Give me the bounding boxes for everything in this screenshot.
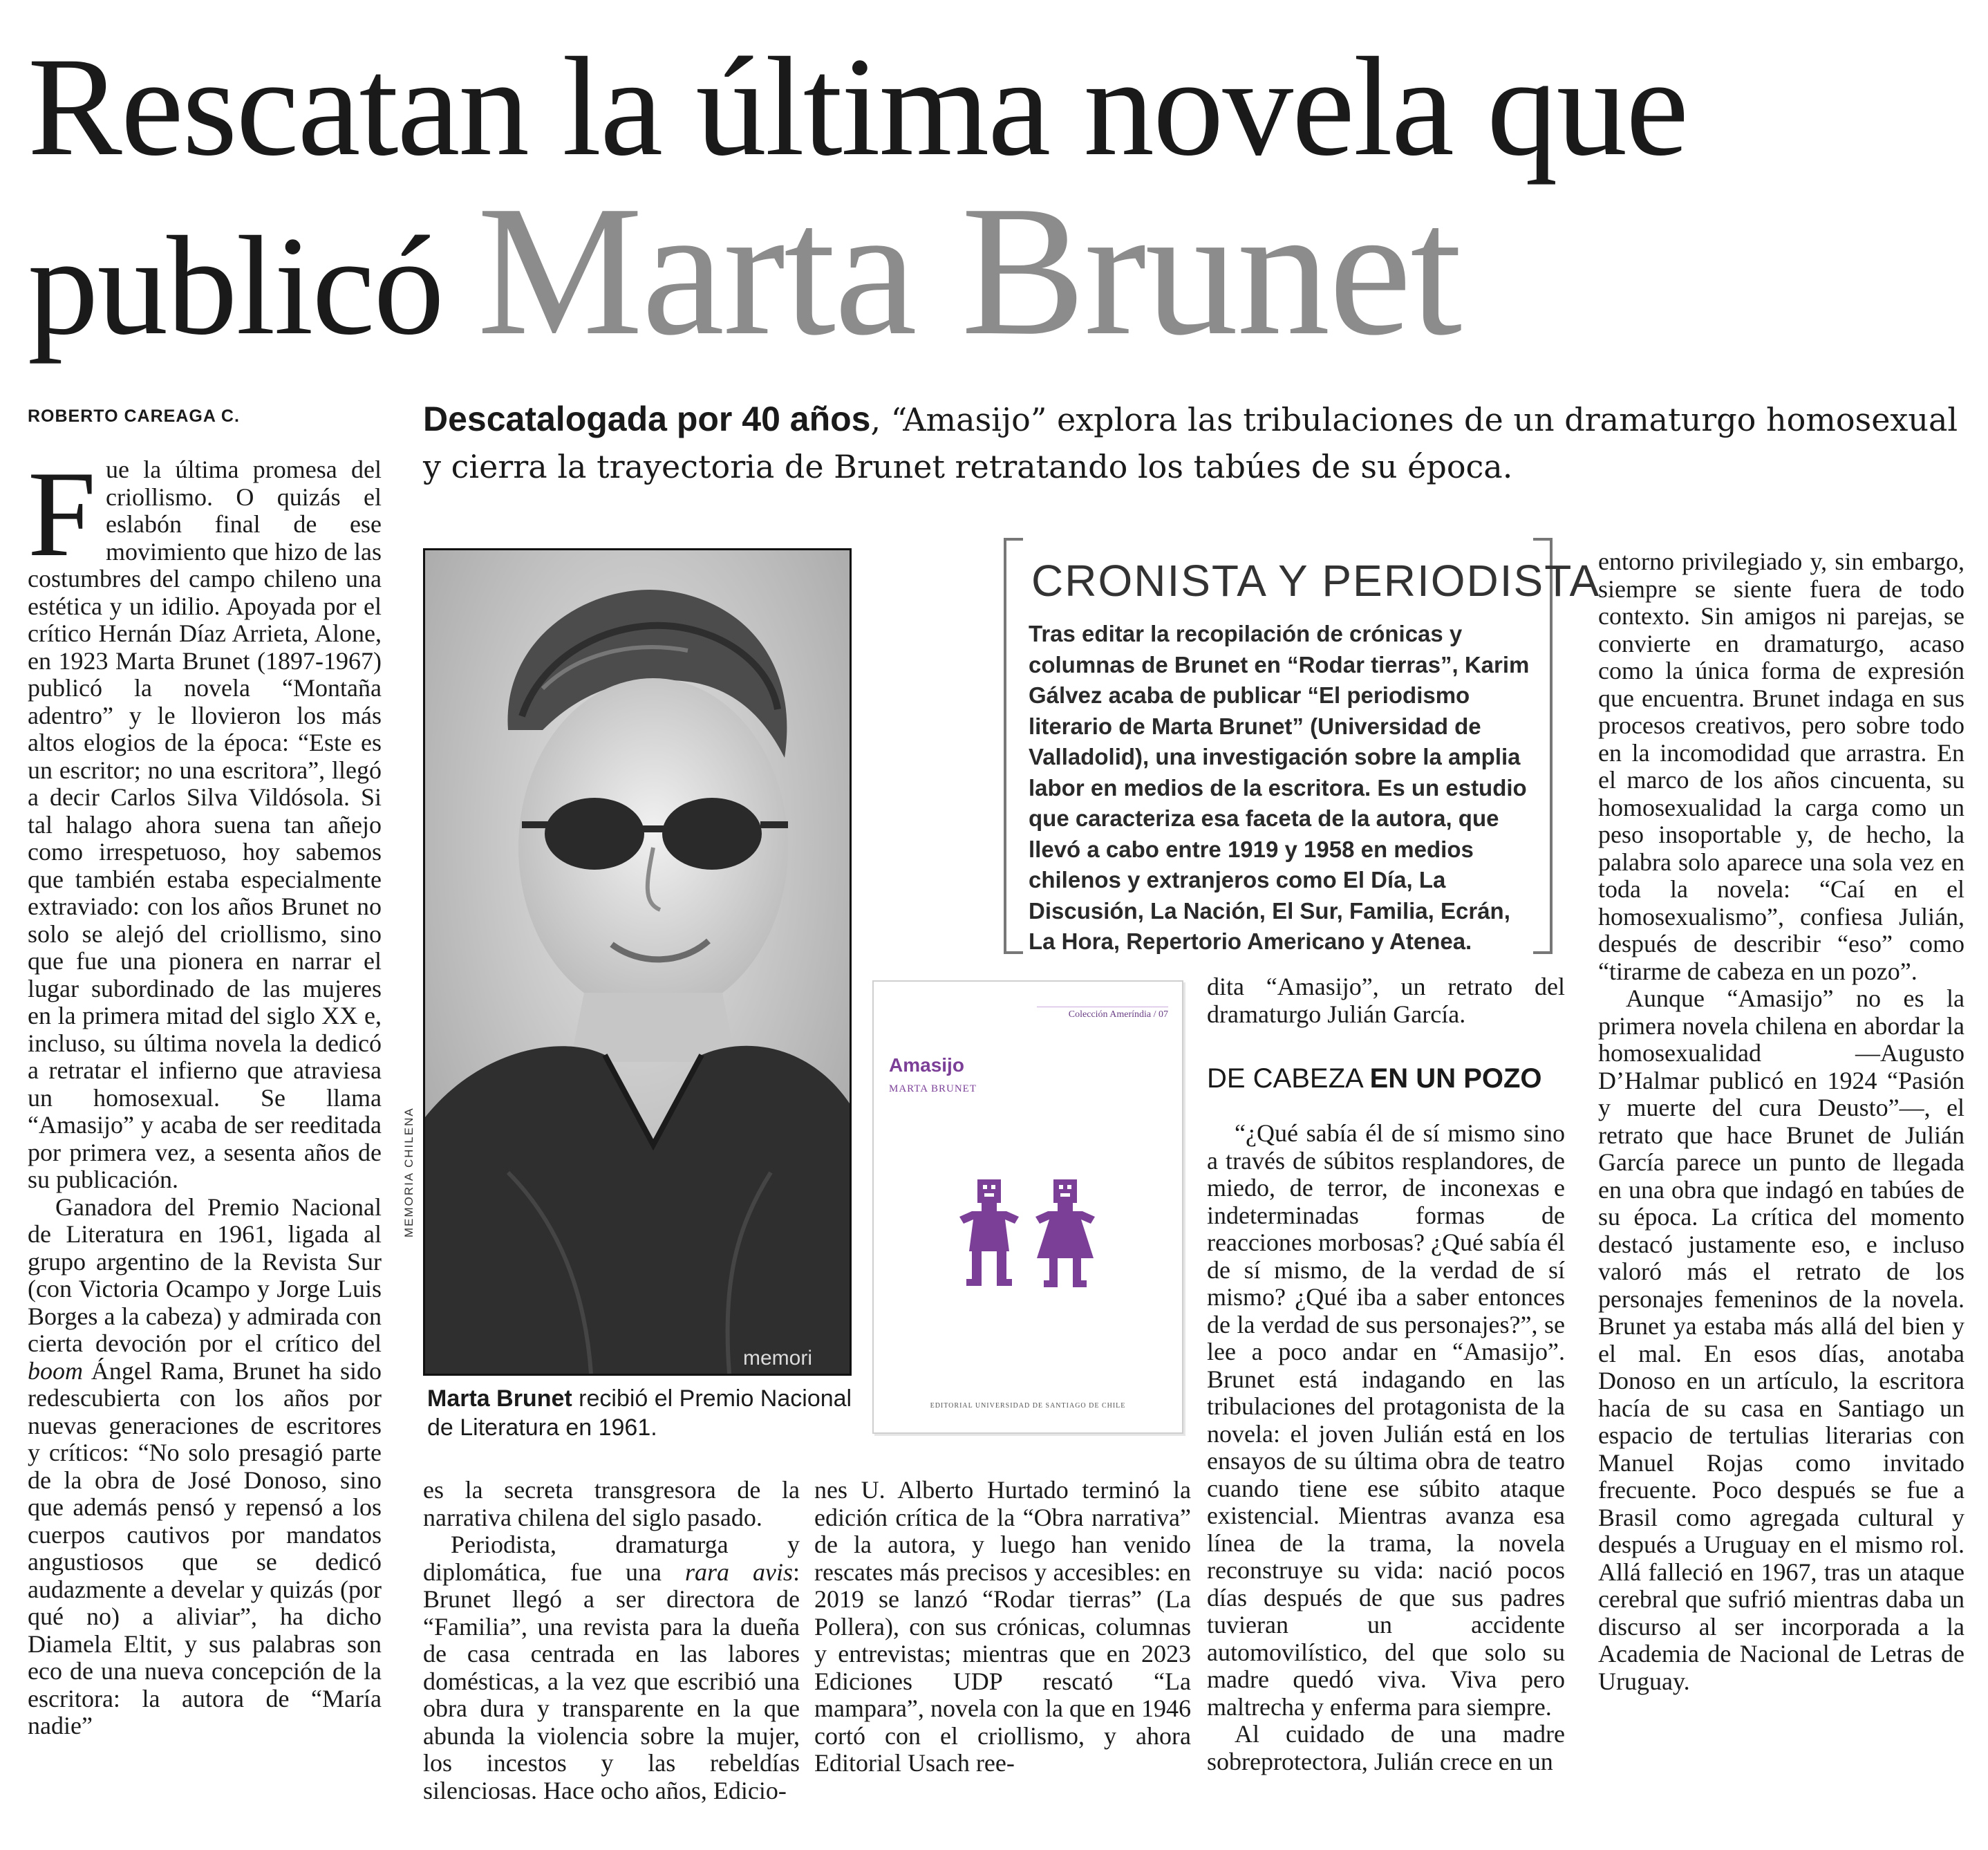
col1-italic-boom: boom — [28, 1356, 83, 1385]
sidebar-bracket-left — [1004, 538, 1006, 954]
caption-text: recibió el Premio Nacional de Literatura en 1961. — [427, 1385, 852, 1441]
sidebar-bracket-left-bottom — [1004, 951, 1023, 954]
col1-para-2-text-b: Ángel Rama, Brunet ha sido redescubierta con los años por nuevas generaciones de escritores y críticos: “No solo presagió parte de la obra de José Donoso, sino que además pensó y repensó a los cuerpos cautivos por mandatos angustiosos que se dedicó audazmente a develar y quizás (por qué no) a aliviar”, ha dicho Diamela Eltit, y sus palabras son eco de una nueva concepción de la escritora: la autora de “María nadie” — [28, 1356, 382, 1739]
subhead-b: EN UN POZO — [1369, 1063, 1542, 1094]
col2-para-2-text-b: : Brunet llegó a ser directora de “Familia”, una revista para la dueña de casa centrada en las labores domésticas, a la vez que escribió una obra dura y transparente en la que abunda la violencia sobre la mujer, los incestos y las rebeldías silenciosas. Hace ocho años, Edicio- — [423, 1558, 800, 1804]
column-4 — [1207, 1120, 1565, 1775]
col1-para-2 — [28, 1194, 382, 1740]
sidebar-bracket-right-bottom — [1533, 951, 1553, 954]
subhead — [1207, 1063, 1542, 1094]
col2-italic-rara-avis: rara avis — [684, 1558, 793, 1586]
dropcap: F — [28, 445, 96, 582]
column-3 — [814, 1477, 1191, 1777]
sidebar-bracket-right-top — [1533, 538, 1553, 541]
book-figures-icon — [957, 1175, 1102, 1307]
book-title: Amasijo — [889, 1054, 964, 1076]
deck — [423, 395, 1971, 490]
book-publisher: EDITORIAL UNIVERSIDAD DE SANTIAGO DE CHILE — [930, 1402, 1126, 1410]
col2-para-2-text-a: Periodista, dramaturga y diplomática, fue una — [423, 1531, 800, 1586]
headline-publico: publicó — [28, 207, 478, 364]
photo-credit: MEMORIA CHILENA — [402, 1107, 415, 1237]
book-author: MARTA BRUNET — [889, 1083, 977, 1094]
headline-line-1: Rescatan la última novela que — [28, 28, 1688, 185]
sidebar-bracket-left-top — [1004, 538, 1023, 541]
col4-para-1: “¿Qué sabía él de sí mismo sino a través de súbitos resplandores, de miedo, de terror, de inconexas e indeterminadas formas de reacciones morbosas? ¿Qué sabía él de sí mismo, de la verdad de sí mismo? ¿Qué iba a saber entonces de la verdad de sus personajes?”, se lee a poco andar en “Amasijo”. Brunet está indagando en las tribulaciones del protagonista de la novela: el joven Julián está en los ensayos de su última obra de teatro cuando tiene ese súbito ataque existencial. Mientras avanza esa línea de la trama, la novela reconstruye su vida: nació pocos días después de que sus padres tuvieran un accidente automovilístico, del que solo su madre quedó viva. Viva pero maltrecha y enferma para siempre. — [1207, 1119, 1565, 1721]
deck-bold: Descatalogada por 40 años — [423, 400, 871, 438]
photo-watermark: memori — [742, 1347, 812, 1370]
col1-para-1-text: ue la última promesa del criollismo. O quizás el eslabón final de ese movimiento que hizo de las costumbres del campo chileno una estética y un idilio. Apoyada por el crítico Hernán Díaz Arrieta, Alone, en 1923 Marta Brunet (1897-1967) publicó la novela “Montaña adentro” y le llovieron los más altos elogios de la época: “Este es un escritor; no una escritora”, llegó a decir Carlos Silva Vildósola. Si tal halago ahora suena tan añejo como irrespetuoso, hoy sabemos que también estaba especialmente extraviado: con los años Brunet no solo se alejó del criollismo, sino que fue una pionera en narrar el lugar subordinado de las mujeres en la primera mitad del siglo XX e, incluso, su última novela la dedicó a retratar el infierno que atraviesa un homosexual. Se llama “Amasijo” y acaba de ser reeditada por primera vez, a sesenta años de su publicación. — [28, 456, 382, 1193]
caption-name: Marta Brunet — [427, 1385, 572, 1412]
col3-para-1: nes U. Alberto Hurtado terminó la edición crítica de la “Obra narrativa” de la autora, y luego han venido rescates más precisos y accesibles: en 2019 se lanzó “Rodar tierras” (La Pollera), con sus crónicas, columnas y entrevistas; mientras que en 2023 Ediciones UDP rescató “La mampara”, novela con la que en 1946 cortó con el criollismo, y ahora Editorial Usach ree- — [814, 1476, 1191, 1777]
column-2 — [423, 1477, 800, 1804]
col2-para-2 — [423, 1531, 800, 1804]
column-1 — [28, 445, 382, 1740]
col5-para-2: Aunque “Amasijo” no es la primera novela chilena en abordar la homosexualidad —Augusto D’Halmar publicó en 1924 “Pasión y muerte del cura Deusto”—, el retrato que hace Brunet de Julián García parece un punto de llegada en una obra que indagó en tabúes de su época. La crítica del momento destacó justamente eso, e incluso valoró más el retrato de los personajes femeninos de la novela. Brunet ya estaba más allá del bien y el mal. En esos días, anotaba Donoso en un artículo, la escritora hacía de su casa en Santiago un espacio de tertulias literarias con Manuel Rojas como invitado frecuente. Poco después se fue a Brasil como agregada cultural y después a Uruguay en el mismo rol. Allá falleció en 1967, tras un ataque cerebral que sufrió mientras daba un discurso al ser incorporada a la Academia de Nacional de Letras de Uruguay. — [1598, 984, 1964, 1695]
book-series: Colección Ameríndia / 07 — [1068, 1009, 1168, 1020]
col4-para-2: Al cuidado de una madre sobreprotectora, Julián crece en un — [1207, 1720, 1565, 1775]
headline-line-2 — [28, 167, 1977, 420]
subhead-a: DE CABEZA — [1207, 1063, 1370, 1094]
book-cover — [872, 980, 1183, 1434]
portrait-photo — [423, 548, 852, 1376]
sidebar-title: CRONISTA Y PERIODISTA — [1031, 556, 1601, 606]
col4-top-para: dita “Amasijo”, un retrato del dramaturgo Julián García. — [1207, 973, 1565, 1028]
col1-para-2-text-a: Ganadora del Premio Nacional de Literatura en 1961, ligada al grupo argentino de la Revista Sur (con Victoria Ocampo y Jorge Luis Borges a la cabeza) y admirada con cierta devoción por el crítico del — [28, 1193, 382, 1357]
column-5 — [1598, 548, 1964, 1695]
col2-para-1: es la secreta transgresora de la narrativa chilena del siglo pasado. — [423, 1476, 800, 1531]
portrait-illustration — [425, 550, 850, 1374]
byline: ROBERTO CAREAGA C. — [28, 407, 240, 426]
column-4-top — [1207, 973, 1565, 1028]
headline-name: Marta Brunet — [477, 167, 1461, 374]
sidebar-body: Tras editar la recopilación de crónicas y columnas de Brunet en “Rodar tierras”, Karim Gálvez acaba de publicar “El periodismo literario de Marta Brunet” (Universidad de Valladolid), una investigación sobre la amplia labor en medios de la escritora. Es un estudio que caracteriza esa faceta de la autora, que llevó a cabo entre 1919 y 1958 en medios chilenos y extranjeros como El Día, La Discusión, La Nación, El Sur, Familia, Ecrán, La Hora, Repertorio Americano y Atenea. — [1029, 621, 1530, 954]
photo-caption — [427, 1384, 883, 1442]
col5-para-1: entorno privilegiado y, sin embargo, siempre se siente fuera de todo contexto. Sin amigos ni parejas, se convierte en dramaturgo, acaso como la única forma de expresión que encuentra. Brunet indaga en sus procesos creativos, pero sobre todo en la incomodidad que arrastra. En el marco de los años cincuenta, su homosexualidad la carga como un peso insoportable y, de hecho, la palabra solo aparece una sola vez en toda la novela: “Caí en el homosexualismo”, confiesa Julián, después de describir “eso” como “tirarme de cabeza en un pozo”. — [1598, 548, 1964, 985]
deck-text: , “Amasijo” explora las tribulaciones de un dramaturgo homosexual y cierra la trayectoria de Brunet retratando los tabúes de su época. — [423, 401, 1958, 485]
col1-para-1 — [28, 445, 382, 1194]
